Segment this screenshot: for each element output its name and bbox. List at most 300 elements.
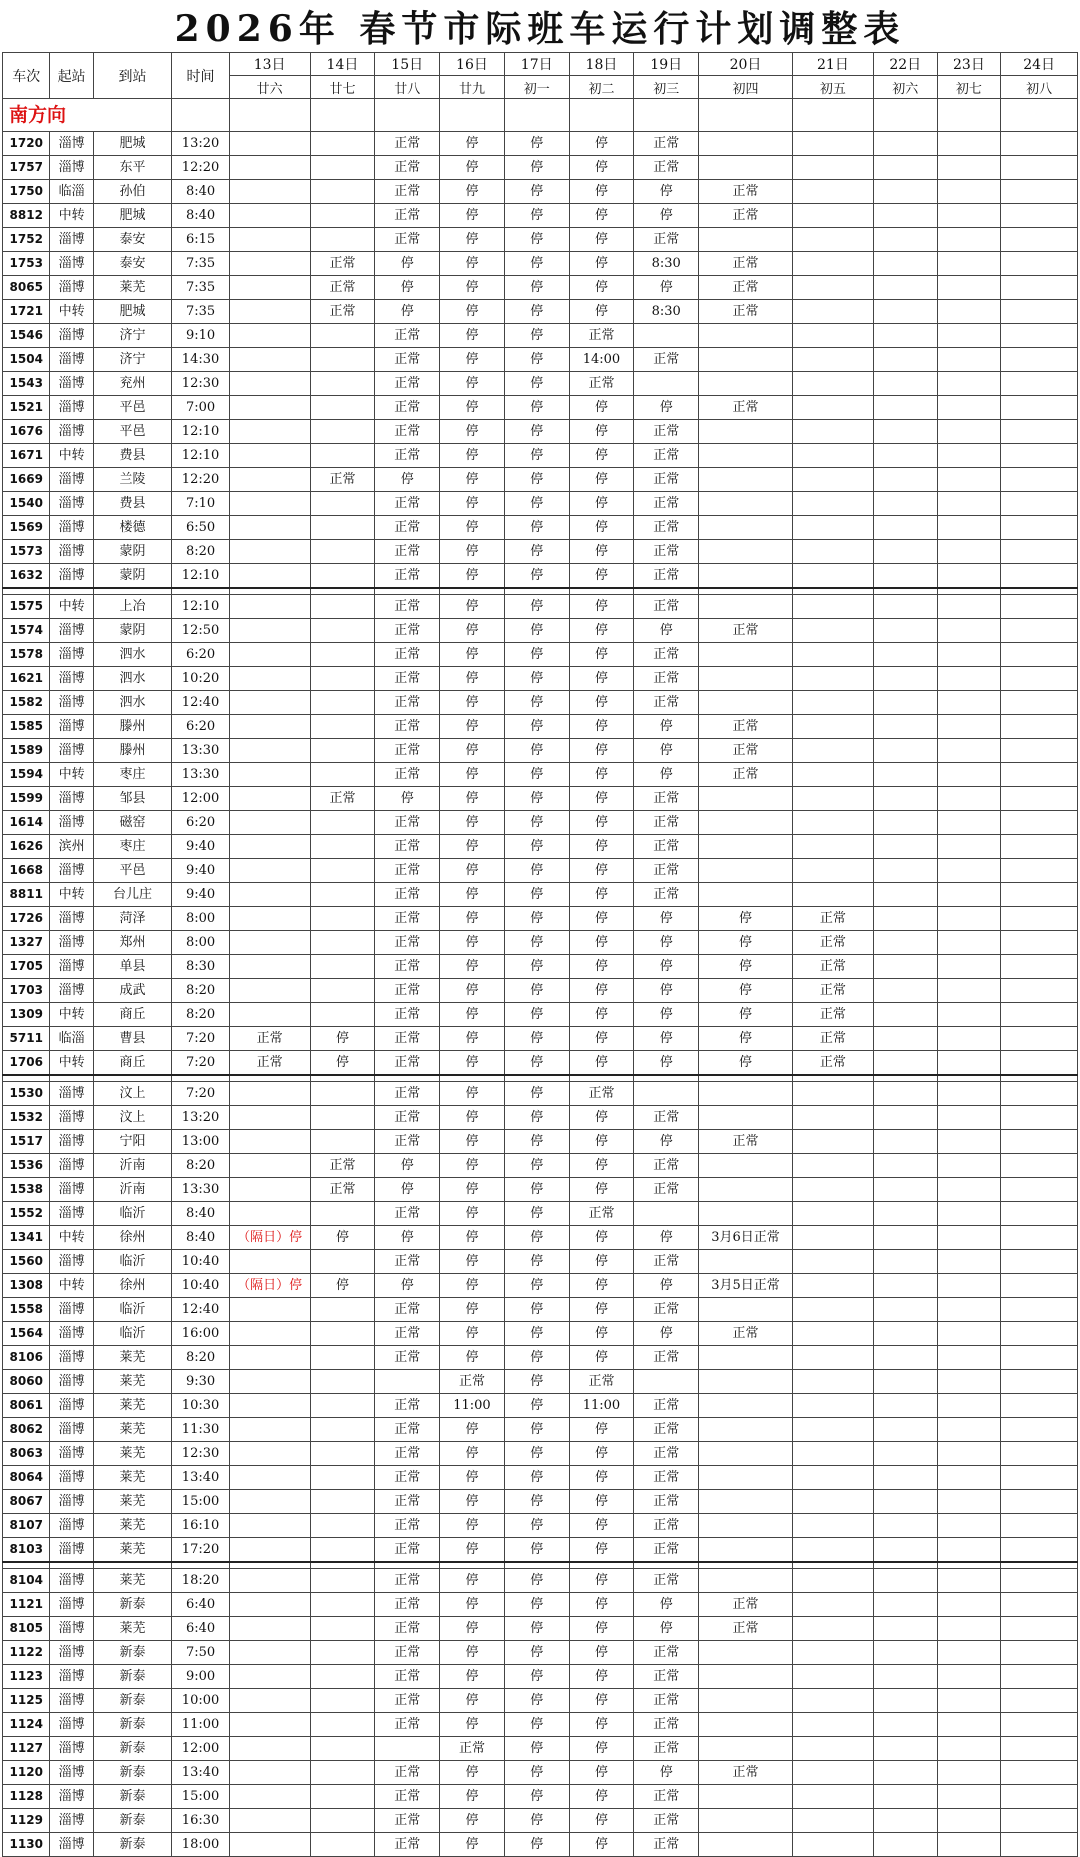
origin-cell: 淄博: [50, 1617, 93, 1641]
day-status-cell: [1001, 691, 1078, 715]
day-status-cell: [873, 667, 937, 691]
day-status-cell: [873, 1322, 937, 1346]
day-status-cell: [1001, 1346, 1078, 1370]
day-status-cell: [792, 204, 873, 228]
day-status-cell: 停: [440, 228, 505, 252]
origin-cell: 淄博: [50, 492, 93, 516]
day-status-cell: [310, 1514, 375, 1538]
day-status-cell: 正常: [569, 372, 634, 396]
day-status-cell: [792, 1322, 873, 1346]
day-status-cell: 停: [699, 1003, 793, 1027]
departure-time-cell: 6:15: [172, 228, 229, 252]
day-status-cell: [229, 396, 310, 420]
bus-number-cell: 1552: [3, 1202, 50, 1226]
day-status-cell: 正常: [634, 1641, 699, 1665]
bus-number-cell: 1574: [3, 619, 50, 643]
table-row: [3, 1250, 1078, 1274]
day-status-cell: 正常: [634, 1665, 699, 1689]
day-status-cell: [310, 643, 375, 667]
day-status-cell: [937, 811, 1001, 835]
departure-time-cell: 8:20: [172, 1346, 229, 1370]
day-status-cell: 停: [504, 1027, 569, 1051]
day-status-cell: 正常: [375, 595, 440, 619]
day-status-cell: 正常: [375, 1082, 440, 1106]
day-status-cell: [1001, 1466, 1078, 1490]
day-status-cell: 停: [440, 492, 505, 516]
day-status-cell: [873, 595, 937, 619]
day-status-cell: （隔日）停: [229, 1226, 310, 1250]
departure-time-cell: 15:00: [172, 1785, 229, 1809]
day-status-cell: [937, 1106, 1001, 1130]
day-status-cell: [699, 1250, 793, 1274]
day-status-cell: 正常: [634, 1785, 699, 1809]
day-status-cell: [792, 1274, 873, 1298]
day-status-cell: 停: [569, 540, 634, 564]
day-status-cell: [937, 204, 1001, 228]
departure-time-cell: 7:35: [172, 252, 229, 276]
table-row: [3, 420, 1078, 444]
day-status-cell: [1001, 1713, 1078, 1737]
cell: [1001, 99, 1078, 132]
day-status-cell: [937, 492, 1001, 516]
table-row: [3, 156, 1078, 180]
departure-time-cell: 17:20: [172, 1538, 229, 1563]
bus-number-cell: 1120: [3, 1761, 50, 1785]
day-status-cell: 停: [634, 955, 699, 979]
day-status-cell: 停: [569, 739, 634, 763]
origin-cell: 淄博: [50, 979, 93, 1003]
departure-time-cell: 7:35: [172, 276, 229, 300]
destination-cell: 莱芜: [93, 1442, 172, 1466]
day-status-cell: 停: [504, 739, 569, 763]
col-header-lunar: 初六: [873, 76, 937, 99]
day-status-cell: 停: [504, 907, 569, 931]
day-status-cell: [310, 955, 375, 979]
bus-number-cell: 1127: [3, 1737, 50, 1761]
origin-cell: 淄博: [50, 739, 93, 763]
day-status-cell: [937, 955, 1001, 979]
day-status-cell: 停: [504, 691, 569, 715]
origin-cell: 中转: [50, 763, 93, 787]
day-status-cell: 停: [440, 1617, 505, 1641]
day-status-cell: 正常: [634, 1346, 699, 1370]
day-status-cell: [1001, 492, 1078, 516]
day-status-cell: 停: [634, 1322, 699, 1346]
day-status-cell: [310, 1809, 375, 1833]
destination-cell: 兰陵: [93, 468, 172, 492]
day-status-cell: [229, 979, 310, 1003]
day-status-cell: [229, 1154, 310, 1178]
origin-cell: 淄博: [50, 931, 93, 955]
bus-number-cell: 1621: [3, 667, 50, 691]
day-status-cell: [1001, 1593, 1078, 1617]
day-status-cell: [1001, 396, 1078, 420]
day-status-cell: [792, 1202, 873, 1226]
bus-number-cell: 1753: [3, 252, 50, 276]
bus-number-cell: 8107: [3, 1514, 50, 1538]
departure-time-cell: 14:30: [172, 348, 229, 372]
day-status-cell: 停: [569, 1027, 634, 1051]
day-status-cell: [873, 300, 937, 324]
col-header-lunar: 初七: [937, 76, 1001, 99]
table-row: [3, 1689, 1078, 1713]
day-status-cell: 停: [504, 643, 569, 667]
day-status-cell: 停: [440, 691, 505, 715]
day-status-cell: 停: [504, 1082, 569, 1106]
day-status-cell: 停: [504, 468, 569, 492]
departure-time-cell: 6:20: [172, 811, 229, 835]
day-status-cell: [792, 1617, 873, 1641]
destination-cell: 郑州: [93, 931, 172, 955]
day-status-cell: 正常: [375, 883, 440, 907]
day-status-cell: 停: [440, 516, 505, 540]
day-status-cell: [937, 444, 1001, 468]
day-status-cell: [310, 1593, 375, 1617]
day-status-cell: 正常: [375, 1538, 440, 1563]
day-status-cell: [375, 1370, 440, 1394]
day-status-cell: [937, 787, 1001, 811]
day-status-cell: 停: [569, 787, 634, 811]
day-status-cell: 正常: [375, 444, 440, 468]
day-status-cell: 停: [375, 1274, 440, 1298]
day-status-cell: 正常: [634, 835, 699, 859]
day-status-cell: 正常: [375, 1027, 440, 1051]
day-status-cell: [310, 739, 375, 763]
day-status-cell: [1001, 564, 1078, 589]
destination-cell: 孙伯: [93, 180, 172, 204]
origin-cell: 淄博: [50, 396, 93, 420]
departure-time-cell: 10:40: [172, 1274, 229, 1298]
day-status-cell: [937, 1809, 1001, 1833]
day-status-cell: [937, 1250, 1001, 1274]
day-status-cell: 停: [504, 1641, 569, 1665]
day-status-cell: [1001, 420, 1078, 444]
origin-cell: 淄博: [50, 1713, 93, 1737]
day-status-cell: 停: [504, 1538, 569, 1563]
day-status-cell: [1001, 132, 1078, 156]
day-status-cell: 停: [569, 883, 634, 907]
day-status-cell: [873, 1442, 937, 1466]
day-status-cell: [792, 396, 873, 420]
destination-cell: 泗水: [93, 667, 172, 691]
day-status-cell: 正常: [792, 1003, 873, 1027]
day-status-cell: [937, 1346, 1001, 1370]
day-status-cell: 停: [504, 516, 569, 540]
day-status-cell: 停: [504, 396, 569, 420]
destination-cell: 汶上: [93, 1106, 172, 1130]
day-status-cell: [634, 1082, 699, 1106]
day-status-cell: 停: [440, 300, 505, 324]
schedule-table: [2, 52, 1078, 1857]
bus-number-cell: 1676: [3, 420, 50, 444]
day-status-cell: 停: [440, 1202, 505, 1226]
table-row: [3, 1617, 1078, 1641]
origin-cell: 淄博: [50, 1370, 93, 1394]
day-status-cell: [699, 1833, 793, 1857]
day-status-cell: [699, 1442, 793, 1466]
day-status-cell: [792, 1154, 873, 1178]
day-status-cell: [873, 955, 937, 979]
destination-cell: 邹县: [93, 787, 172, 811]
day-status-cell: [873, 156, 937, 180]
day-status-cell: 停: [504, 132, 569, 156]
day-status-cell: [873, 1689, 937, 1713]
day-status-cell: [310, 1617, 375, 1641]
departure-time-cell: 8:30: [172, 955, 229, 979]
table-row: [3, 811, 1078, 835]
destination-cell: 商丘: [93, 1003, 172, 1027]
day-status-cell: 正常: [634, 811, 699, 835]
table-row: [3, 1106, 1078, 1130]
origin-cell: 中转: [50, 1003, 93, 1027]
day-status-cell: [310, 1538, 375, 1563]
day-status-cell: 停: [440, 1569, 505, 1593]
day-status-cell: 停: [375, 300, 440, 324]
day-status-cell: 停: [569, 715, 634, 739]
col-header-date: 13日: [229, 53, 310, 76]
day-status-cell: [792, 1593, 873, 1617]
origin-cell: 淄博: [50, 1154, 93, 1178]
day-status-cell: [1001, 1202, 1078, 1226]
day-status-cell: [310, 1346, 375, 1370]
day-status-cell: 停: [569, 468, 634, 492]
day-status-cell: [1001, 715, 1078, 739]
day-status-cell: [229, 787, 310, 811]
day-status-cell: 停: [440, 1418, 505, 1442]
day-status-cell: [937, 1082, 1001, 1106]
table-row: [3, 1226, 1078, 1250]
day-status-cell: [873, 1106, 937, 1130]
day-status-cell: 正常: [375, 763, 440, 787]
bus-number-cell: 1703: [3, 979, 50, 1003]
day-status-cell: [873, 1027, 937, 1051]
day-status-cell: 停: [440, 835, 505, 859]
day-status-cell: [699, 1298, 793, 1322]
col-header-date: 17日: [504, 53, 569, 76]
day-status-cell: 停: [440, 372, 505, 396]
day-status-cell: [310, 540, 375, 564]
day-status-cell: [699, 1737, 793, 1761]
day-status-cell: 停: [440, 1665, 505, 1689]
day-status-cell: 停: [634, 1617, 699, 1641]
departure-time-cell: 7:20: [172, 1051, 229, 1076]
day-status-cell: [229, 468, 310, 492]
day-status-cell: [873, 540, 937, 564]
origin-cell: 淄博: [50, 619, 93, 643]
day-status-cell: [229, 667, 310, 691]
day-status-cell: [873, 1154, 937, 1178]
destination-cell: 莱芜: [93, 1370, 172, 1394]
day-status-cell: [229, 420, 310, 444]
day-status-cell: [1001, 883, 1078, 907]
day-status-cell: [229, 1442, 310, 1466]
day-status-cell: 正常: [634, 667, 699, 691]
day-status-cell: [310, 492, 375, 516]
day-status-cell: [937, 420, 1001, 444]
day-status-cell: [873, 1713, 937, 1737]
day-status-cell: 停: [504, 1689, 569, 1713]
day-status-cell: [937, 1178, 1001, 1202]
destination-cell: 莱芜: [93, 1490, 172, 1514]
destination-cell: 滕州: [93, 739, 172, 763]
day-status-cell: [699, 1689, 793, 1713]
day-status-cell: [937, 1130, 1001, 1154]
departure-time-cell: 16:00: [172, 1322, 229, 1346]
day-status-cell: 停: [569, 1154, 634, 1178]
day-status-cell: [873, 1809, 937, 1833]
destination-cell: 枣庄: [93, 835, 172, 859]
origin-cell: 淄博: [50, 1665, 93, 1689]
cell: [792, 99, 873, 132]
bus-number-cell: 8811: [3, 883, 50, 907]
departure-time-cell: 12:40: [172, 1298, 229, 1322]
day-status-cell: [699, 1178, 793, 1202]
day-status-cell: 正常: [375, 324, 440, 348]
origin-cell: 淄博: [50, 1737, 93, 1761]
day-status-cell: 停: [699, 1051, 793, 1076]
table-row: [3, 1003, 1078, 1027]
day-status-cell: [229, 763, 310, 787]
day-status-cell: 正常: [634, 420, 699, 444]
day-status-cell: 停: [440, 1027, 505, 1051]
day-status-cell: 停: [504, 276, 569, 300]
day-status-cell: [310, 180, 375, 204]
col-header-lunar: 初三: [634, 76, 699, 99]
day-status-cell: [1001, 252, 1078, 276]
day-status-cell: 正常: [699, 1593, 793, 1617]
table-row: [3, 1274, 1078, 1298]
origin-cell: 淄博: [50, 1785, 93, 1809]
origin-cell: 淄博: [50, 907, 93, 931]
day-status-cell: [937, 372, 1001, 396]
origin-cell: 淄博: [50, 1641, 93, 1665]
day-status-cell: 停: [504, 1737, 569, 1761]
day-status-cell: [873, 763, 937, 787]
day-status-cell: 停: [569, 643, 634, 667]
day-status-cell: 正常: [375, 1130, 440, 1154]
day-status-cell: 停: [569, 1106, 634, 1130]
departure-time-cell: 12:10: [172, 564, 229, 589]
day-status-cell: 停: [440, 324, 505, 348]
day-status-cell: [310, 1370, 375, 1394]
day-status-cell: [937, 348, 1001, 372]
departure-time-cell: 12:10: [172, 595, 229, 619]
destination-cell: 商丘: [93, 1051, 172, 1076]
section-row: [3, 99, 1078, 132]
bus-number-cell: 5711: [3, 1027, 50, 1051]
day-status-cell: 停: [569, 1418, 634, 1442]
day-status-cell: 11:00: [440, 1394, 505, 1418]
departure-time-cell: 12:30: [172, 372, 229, 396]
destination-cell: 沂南: [93, 1154, 172, 1178]
day-status-cell: [873, 1298, 937, 1322]
day-status-cell: [229, 516, 310, 540]
day-status-cell: 停: [504, 1713, 569, 1737]
day-status-cell: 停: [440, 276, 505, 300]
day-status-cell: 正常: [569, 324, 634, 348]
day-status-cell: 正常: [634, 468, 699, 492]
destination-cell: 枣庄: [93, 763, 172, 787]
day-status-cell: [873, 1418, 937, 1442]
day-status-cell: 停: [504, 372, 569, 396]
day-status-cell: [1001, 1514, 1078, 1538]
table-row: [3, 667, 1078, 691]
day-status-cell: 正常: [375, 1418, 440, 1442]
bus-number-cell: 1614: [3, 811, 50, 835]
col-header-lunar: 廿九: [440, 76, 505, 99]
bus-number-cell: 8812: [3, 204, 50, 228]
table-row: [3, 1538, 1078, 1563]
departure-time-cell: 18:20: [172, 1569, 229, 1593]
day-status-cell: [1001, 739, 1078, 763]
day-status-cell: 停: [569, 811, 634, 835]
day-status-cell: 正常: [634, 516, 699, 540]
col-header-date: 19日: [634, 53, 699, 76]
day-status-cell: [699, 444, 793, 468]
day-status-cell: 停: [440, 1833, 505, 1857]
day-status-cell: 停: [440, 787, 505, 811]
day-status-cell: [937, 1418, 1001, 1442]
destination-cell: 徐州: [93, 1226, 172, 1250]
day-status-cell: 正常: [229, 1051, 310, 1076]
day-status-cell: [229, 132, 310, 156]
bus-number-cell: 1517: [3, 1130, 50, 1154]
day-status-cell: 停: [440, 667, 505, 691]
col-header-date: 22日: [873, 53, 937, 76]
day-status-cell: [792, 300, 873, 324]
day-status-cell: 正常: [375, 492, 440, 516]
day-status-cell: 停: [440, 643, 505, 667]
day-status-cell: [699, 1082, 793, 1106]
departure-time-cell: 9:40: [172, 859, 229, 883]
day-status-cell: 正常: [634, 1569, 699, 1593]
col-header-date: 23日: [937, 53, 1001, 76]
day-status-cell: 正常: [634, 228, 699, 252]
day-status-cell: [792, 1442, 873, 1466]
bus-number-cell: 1578: [3, 643, 50, 667]
day-status-cell: 正常: [634, 1418, 699, 1442]
day-status-cell: [792, 468, 873, 492]
day-status-cell: 正常: [634, 691, 699, 715]
day-status-cell: [1001, 979, 1078, 1003]
day-status-cell: [310, 396, 375, 420]
day-status-cell: [873, 276, 937, 300]
day-status-cell: [229, 691, 310, 715]
day-status-cell: [229, 883, 310, 907]
day-status-cell: 正常: [375, 540, 440, 564]
day-status-cell: 停: [440, 1051, 505, 1076]
day-status-cell: [873, 1538, 937, 1563]
day-status-cell: [1001, 348, 1078, 372]
day-status-cell: [310, 1665, 375, 1689]
day-status-cell: [229, 564, 310, 589]
day-status-cell: 停: [569, 1442, 634, 1466]
destination-cell: 宁阳: [93, 1130, 172, 1154]
day-status-cell: 正常: [375, 1665, 440, 1689]
destination-cell: 肥城: [93, 300, 172, 324]
day-status-cell: [937, 1538, 1001, 1563]
bus-number-cell: 1594: [3, 763, 50, 787]
day-status-cell: [937, 300, 1001, 324]
day-status-cell: 停: [440, 156, 505, 180]
day-status-cell: 停: [504, 1274, 569, 1298]
origin-cell: 淄博: [50, 1689, 93, 1713]
day-status-cell: [792, 1490, 873, 1514]
day-status-cell: 正常: [375, 739, 440, 763]
day-status-cell: [873, 883, 937, 907]
day-status-cell: [937, 1593, 1001, 1617]
day-status-cell: [229, 1370, 310, 1394]
